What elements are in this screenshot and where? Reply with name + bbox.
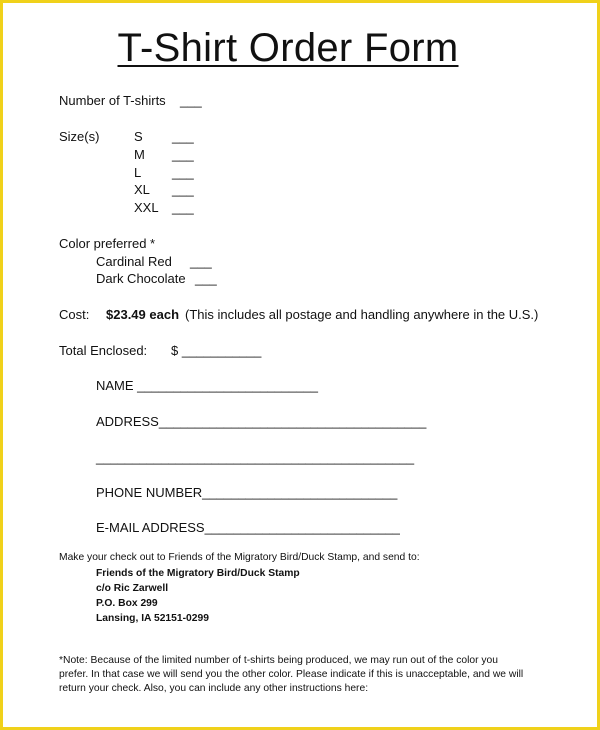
mailing-intro: Make your check out to Friends of the Migratory Bird/Duck Stamp, and send to:	[59, 552, 420, 563]
cost-note: (This includes all postage and handling anywhere in the U.S.)	[185, 307, 539, 322]
size-blank-l[interactable]: ___	[172, 165, 194, 180]
cost-label: Cost:	[59, 307, 90, 322]
phone-field[interactable]: PHONE NUMBER___________________________	[96, 485, 398, 500]
size-label-s: S	[134, 129, 143, 144]
color-option-cardinal-red: Cardinal Red	[96, 254, 172, 269]
address-field[interactable]: ADDRESS_____________________________________	[96, 414, 427, 429]
number-of-tshirts-label: Number of T-shirts	[59, 93, 166, 108]
size-label-xxl: XXL	[134, 200, 159, 215]
size-blank-s[interactable]: ___	[172, 129, 194, 144]
sizes-label: Size(s)	[59, 129, 100, 144]
name-field[interactable]: NAME _________________________	[96, 378, 318, 393]
mailing-line-org: Friends of the Migratory Bird/Duck Stamp	[96, 568, 300, 579]
size-label-xl: XL	[134, 182, 150, 197]
mailing-line-box: P.O. Box 299	[96, 598, 158, 609]
mailing-line-city: Lansing, IA 52151-0299	[96, 613, 209, 624]
number-of-tshirts-blank[interactable]: ___	[180, 93, 202, 108]
note-line-3: return your check. Also, you can include any other instructions here:	[59, 683, 369, 694]
size-label-m: M	[134, 147, 145, 162]
total-label: Total Enclosed:	[59, 343, 148, 358]
email-field[interactable]: E-MAIL ADDRESS___________________________	[96, 520, 400, 535]
size-blank-xxl[interactable]: ___	[172, 200, 194, 215]
total-blank[interactable]: $ ___________	[171, 343, 262, 358]
color-blank-dark-chocolate[interactable]: ___	[195, 271, 217, 286]
cost-price: $23.49 each	[106, 307, 180, 322]
color-blank-cardinal-red[interactable]: ___	[190, 254, 212, 269]
note-line-2: prefer. In that case we will send you the other color. Please indicate if this is unacceptable, and we will	[59, 669, 524, 680]
form-title: T-Shirt Order Form	[117, 26, 459, 70]
mailing-line-attn: c/o Ric Zarwell	[96, 583, 169, 594]
size-label-l: L	[134, 165, 142, 180]
size-blank-xl[interactable]: ___	[172, 182, 194, 197]
address-line-2-field[interactable]: ____________________________________________	[96, 450, 415, 465]
color-option-dark-chocolate: Dark Chocolate	[96, 271, 186, 286]
note-line-1: *Note: Because of the limited number of t-shirts being produced, we may run out of the color you	[59, 655, 498, 666]
color-label: Color preferred *	[59, 236, 156, 251]
size-blank-m[interactable]: ___	[172, 147, 194, 162]
